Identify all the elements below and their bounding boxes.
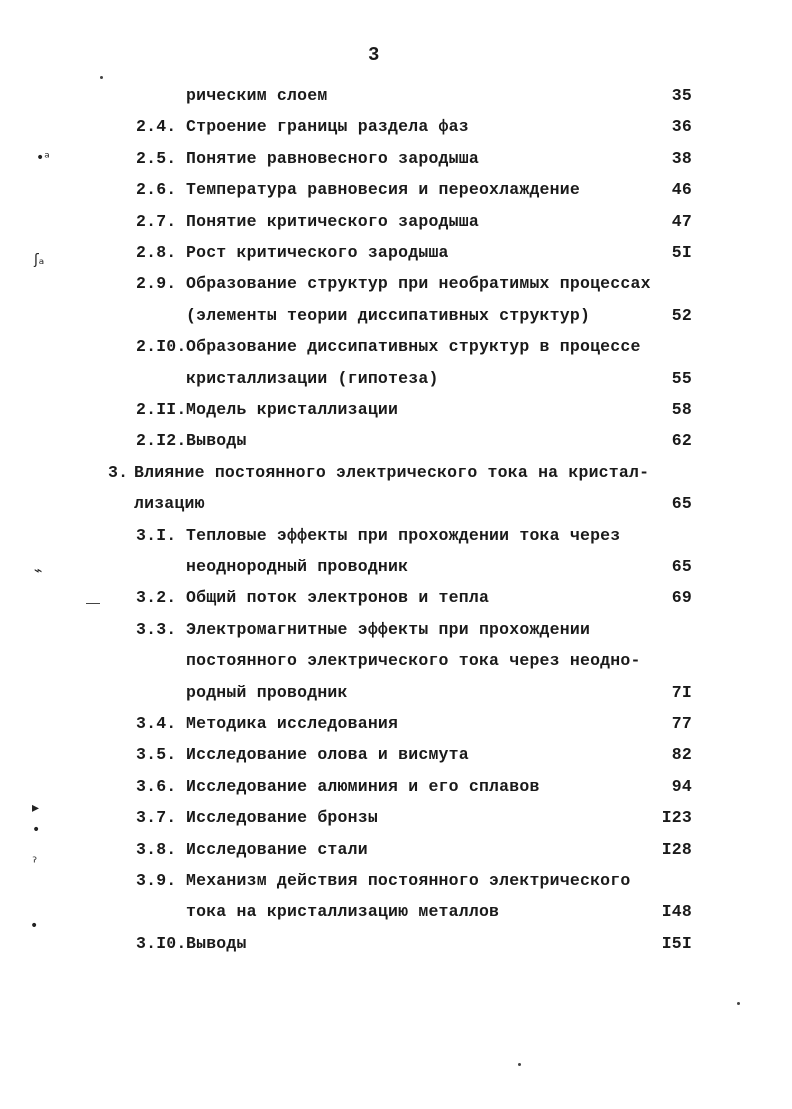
toc-entry-title: Электромагнитные эффекты при прохождении xyxy=(186,619,591,639)
toc-entry-number: 3.5. xyxy=(136,745,177,765)
toc-entry xyxy=(0,808,692,832)
scan-mark: ⌁ xyxy=(34,563,43,579)
scan-dot xyxy=(86,603,100,604)
toc-entry xyxy=(0,243,692,267)
toc-entry xyxy=(0,337,692,361)
toc-entry-page: 46 xyxy=(671,180,692,200)
toc-entry-title: Тепловые эффекты при прохождении тока через xyxy=(186,525,621,545)
scan-mark: • xyxy=(30,918,39,934)
toc-entry-title: Температура равновесия и переохлаждение xyxy=(186,180,580,200)
toc-entry-number: 3.6. xyxy=(136,776,177,796)
toc-entry-title: Исследование олова и висмута xyxy=(186,745,469,765)
toc-entry xyxy=(0,934,692,958)
toc-entry-page: I28 xyxy=(661,839,692,859)
toc-entry-title: Исследование бронзы xyxy=(186,808,378,828)
toc-entry xyxy=(0,86,692,110)
toc-entry-page: 62 xyxy=(671,431,692,451)
toc-entry xyxy=(0,651,692,675)
toc-entry-number: 3. xyxy=(108,462,129,482)
toc-entry-title: Выводы xyxy=(186,431,247,451)
scan-mark: ▸ xyxy=(32,800,40,816)
toc-entry-number: 3.4. xyxy=(136,714,177,733)
toc-entry-title: кристаллизации (гипотеза) xyxy=(186,368,439,388)
scan-dot xyxy=(100,76,103,79)
scan-dot xyxy=(737,1002,740,1005)
toc-entry-page: 94 xyxy=(671,776,692,796)
toc-entry-title: Исследование стали xyxy=(186,839,368,859)
toc-entry-page: 7I xyxy=(671,682,692,702)
toc-entry xyxy=(0,463,692,487)
toc-entry-page: 65 xyxy=(671,557,692,576)
toc-entry xyxy=(0,745,692,769)
toc-entry-number: 3.I0. xyxy=(136,933,187,953)
toc-entry xyxy=(0,494,692,518)
toc-entry xyxy=(0,871,692,895)
toc-entry-title: Строение границы раздела фаз xyxy=(186,117,469,137)
toc-entry-number: 2.I2. xyxy=(136,431,187,451)
scan-dot xyxy=(518,1063,521,1066)
toc-entry-title: Методика исследования xyxy=(186,714,399,733)
toc-entry xyxy=(0,117,692,141)
toc-entry-page: 36 xyxy=(671,117,692,137)
toc-entry-page: 38 xyxy=(671,148,692,168)
toc-entry xyxy=(0,526,692,550)
toc-entry-number: 3.I. xyxy=(136,525,177,545)
toc-entry-number: 3.2. xyxy=(136,588,177,608)
toc-entry xyxy=(0,620,692,644)
toc-entry-number: 2.9. xyxy=(136,274,177,294)
toc-entry-title: Понятие критического зародыша xyxy=(186,211,479,231)
toc-entry-title: Рост критического зародыша xyxy=(186,243,449,262)
toc-entry-title: неоднородный проводник xyxy=(186,557,409,576)
toc-entry-page: 77 xyxy=(671,714,692,733)
toc-entry-title: Понятие равновесного зародыша xyxy=(186,148,479,168)
toc-entry-title: Влияние постоянного электрического тока на кристал- xyxy=(134,462,650,482)
scan-mark: • xyxy=(32,822,41,838)
toc-entry-title: постоянного электрического тока через неодно- xyxy=(186,651,641,671)
toc-entry-page: 69 xyxy=(671,588,692,608)
toc-entry xyxy=(0,180,692,204)
scan-mark: •ᵃ xyxy=(36,150,50,166)
toc-entry xyxy=(0,274,692,298)
toc-entry-page: 5I xyxy=(671,243,692,262)
toc-entry xyxy=(0,588,692,612)
toc-entry-number: 3.8. xyxy=(136,839,177,859)
toc-entry-page: 55 xyxy=(671,368,692,388)
toc-entry xyxy=(0,683,692,707)
toc-entry xyxy=(0,714,692,738)
toc-entry-page: I5I xyxy=(661,933,692,953)
toc-entry xyxy=(0,306,692,330)
toc-entry-title: Механизм действия постоянного электрического xyxy=(186,871,631,890)
scan-mark: ˀ xyxy=(32,855,38,871)
toc-entry xyxy=(0,369,692,393)
toc-entry xyxy=(0,149,692,173)
toc-entry-title: лизацию xyxy=(134,494,205,514)
toc-entry-number: 2.5. xyxy=(136,148,177,168)
toc-entry-page: 58 xyxy=(671,400,692,419)
toc-entry-title: (элементы теории диссипативных структур) xyxy=(186,305,591,325)
toc-entry xyxy=(0,431,692,455)
toc-entry-number: 3.9. xyxy=(136,871,177,890)
toc-entry-page: 35 xyxy=(671,86,692,105)
page-number: 3 xyxy=(368,44,380,66)
toc-entry-title: Образование структур при необратимых процессах xyxy=(186,274,651,294)
scan-mark: ʃₐ xyxy=(34,252,45,268)
toc-entry xyxy=(0,777,692,801)
toc-entry xyxy=(0,840,692,864)
toc-entry-number: 2.6. xyxy=(136,180,177,200)
toc-entry-title: Выводы xyxy=(186,933,247,953)
toc-entry-title: Общий поток электронов и тепла xyxy=(186,588,490,608)
toc-entry xyxy=(0,557,692,581)
toc-entry-number: 3.7. xyxy=(136,808,177,828)
toc-entry xyxy=(0,400,692,424)
toc-entry-page: 47 xyxy=(671,211,692,231)
toc-entry-title: родный проводник xyxy=(186,682,348,702)
toc-entry-number: 2.4. xyxy=(136,117,177,137)
toc-entry-page: 82 xyxy=(671,745,692,765)
toc-entry-title: Образование диссипативных структур в процессе xyxy=(186,337,641,357)
toc-entry-title: Исследование алюминия и его сплавов xyxy=(186,776,540,796)
toc-entry-page: 52 xyxy=(671,305,692,325)
toc-entry-title: рическим слоем xyxy=(186,86,328,105)
toc-entry-page: 65 xyxy=(671,494,692,514)
toc-entry-title: тока на кристаллизацию металлов xyxy=(186,902,500,922)
toc-entry-number: 3.3. xyxy=(136,619,177,639)
toc-entry-title: Модель кристаллизации xyxy=(186,400,399,419)
toc-entry-page: I23 xyxy=(661,808,692,828)
toc-entry-number: 2.II. xyxy=(136,400,187,419)
toc-entry xyxy=(0,902,692,926)
toc-entry-number: 2.7. xyxy=(136,211,177,231)
toc-entry-number: 2.I0. xyxy=(136,337,187,357)
toc-entry xyxy=(0,212,692,236)
toc-entry-page: I48 xyxy=(661,902,692,922)
toc-entry-number: 2.8. xyxy=(136,243,177,262)
